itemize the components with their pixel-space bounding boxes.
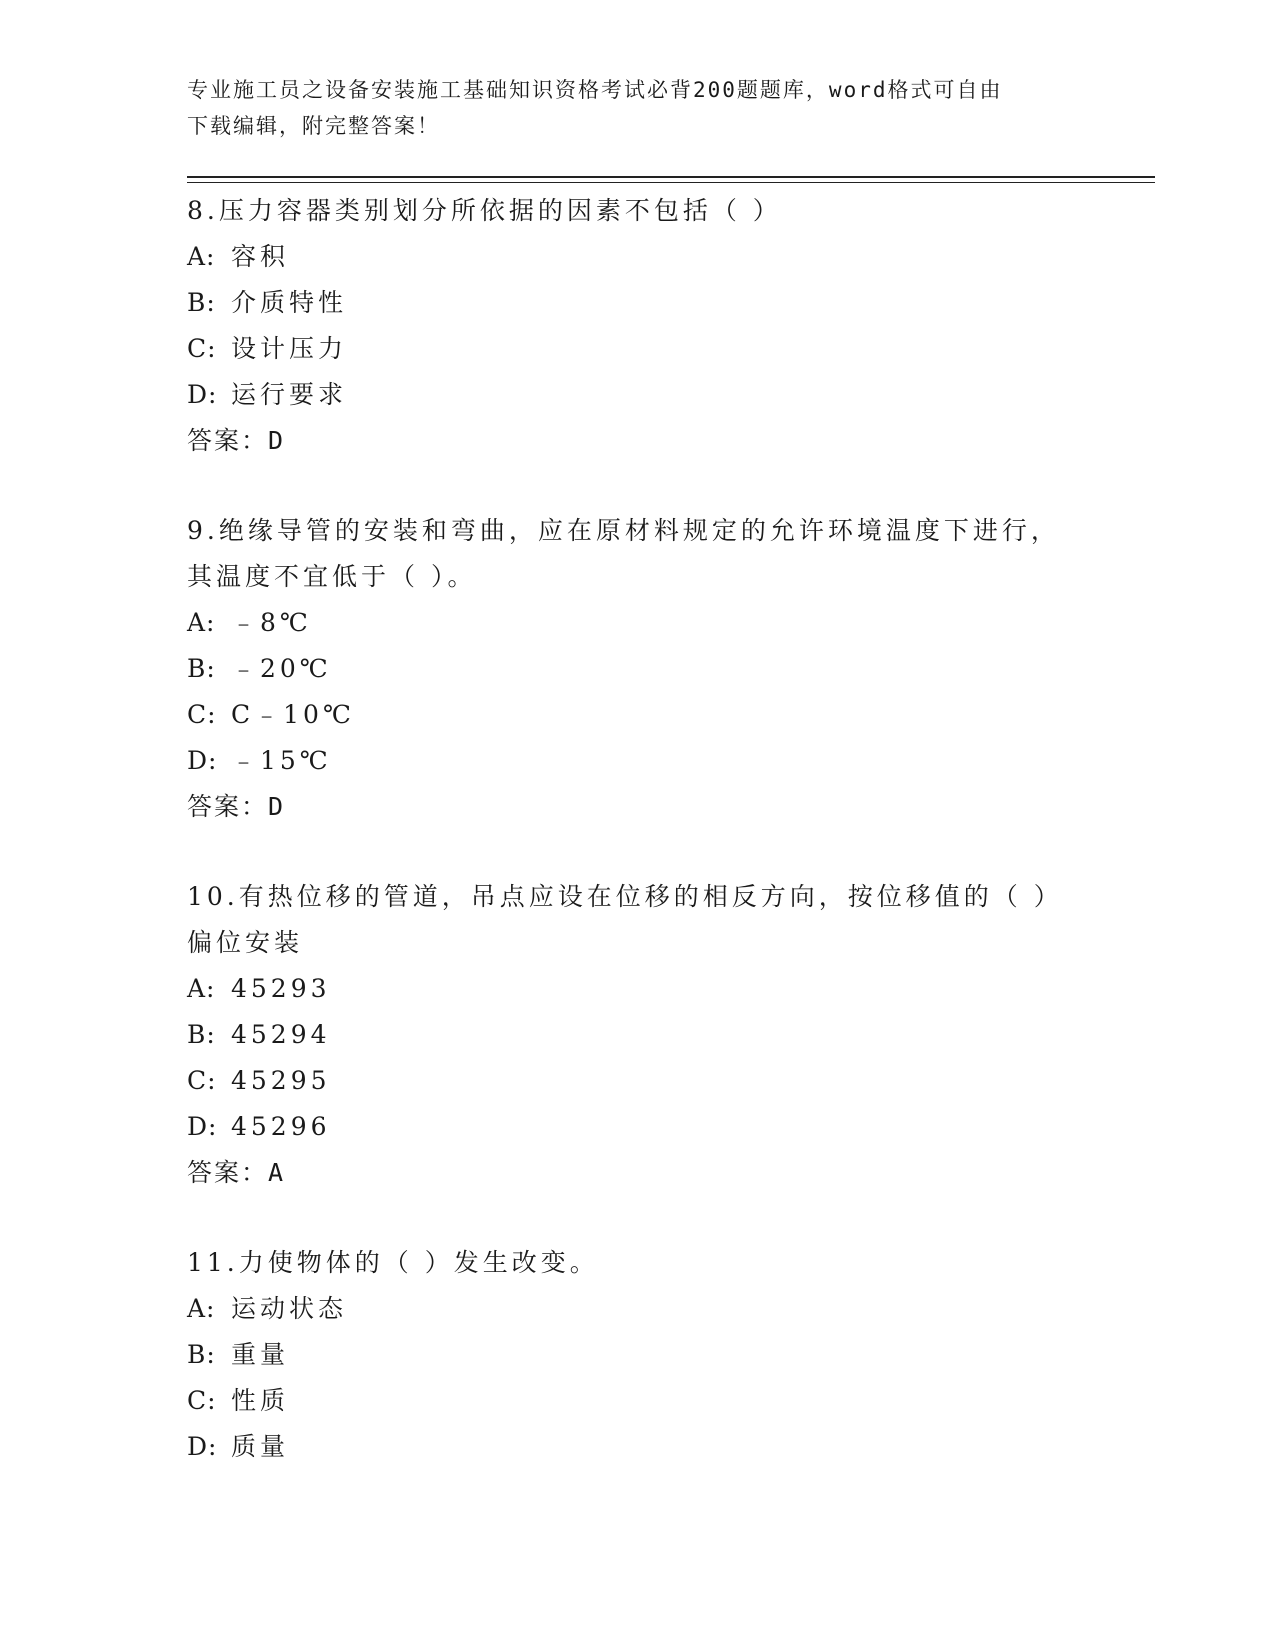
question-title: 10.有热位移的管道，吊点应设在位移的相反方向，按位移值的（ ）偏位安装 <box>187 882 1063 957</box>
option-d <box>187 738 1087 784</box>
option-a <box>187 966 1087 1012</box>
option-text: 45295 <box>231 1066 331 1095</box>
option-b <box>187 1012 1087 1058</box>
question-title: 8.压力容器类别划分所依据的因素不包括（ ） <box>187 196 782 225</box>
option-letter: C: <box>187 700 217 729</box>
question-item <box>187 1240 1087 1470</box>
document-header <box>187 72 1087 144</box>
answer-line: 答案：A <box>187 1158 286 1187</box>
option-text: 45294 <box>231 1020 331 1049</box>
header-line-1: 专业施工员之设备安装施工基础知识资格考试必背200题题库，word格式可自由 <box>187 78 1003 102</box>
option-text: 设计压力 <box>231 334 348 363</box>
question-list <box>187 188 1087 1470</box>
option-letter: A: <box>187 1294 216 1323</box>
option-c <box>187 692 1087 738</box>
option-text: ﹣15℃ <box>231 746 332 775</box>
option-d <box>187 1104 1087 1150</box>
question-spacer <box>187 464 1087 508</box>
option-letter: C: <box>187 1066 217 1095</box>
option-text: 质量 <box>231 1432 290 1461</box>
option-text: 45296 <box>231 1112 331 1141</box>
option-c <box>187 1058 1087 1104</box>
option-text: 运行要求 <box>231 380 348 409</box>
option-letter: B: <box>187 1340 216 1369</box>
option-text: C﹣10℃ <box>231 700 355 729</box>
option-letter: D: <box>187 380 218 409</box>
option-text: 重量 <box>231 1340 290 1369</box>
option-text: ﹣20℃ <box>231 654 332 683</box>
header-divider-thin <box>187 182 1155 183</box>
option-a <box>187 1286 1087 1332</box>
question-title: 9.绝缘导管的安装和弯曲，应在原材料规定的允许环境温度下进行，其温度不宜低于（ ）。 <box>187 516 1060 591</box>
option-a <box>187 600 1087 646</box>
answer-line: 答案：D <box>187 792 286 821</box>
option-letter: D: <box>187 746 218 775</box>
option-letter: A: <box>187 974 216 1003</box>
option-a <box>187 234 1087 280</box>
option-text: 运动状态 <box>231 1294 348 1323</box>
option-b <box>187 646 1087 692</box>
option-text: 介质特性 <box>231 288 348 317</box>
option-c <box>187 326 1087 372</box>
option-d <box>187 1424 1087 1470</box>
option-b <box>187 280 1087 326</box>
option-d <box>187 372 1087 418</box>
option-text: 45293 <box>231 974 331 1003</box>
answer-line: 答案：D <box>187 426 286 455</box>
option-text: 容积 <box>231 242 290 271</box>
option-letter: B: <box>187 654 216 683</box>
option-letter: B: <box>187 1020 216 1049</box>
option-letter: C: <box>187 1386 217 1415</box>
option-c <box>187 1378 1087 1424</box>
header-line-2: 下载编辑，附完整答案！ <box>187 114 440 138</box>
option-letter: A: <box>187 242 216 271</box>
option-letter: C: <box>187 334 217 363</box>
option-letter: D: <box>187 1432 218 1461</box>
question-item <box>187 508 1087 830</box>
option-letter: B: <box>187 288 216 317</box>
question-item <box>187 188 1087 464</box>
option-letter: D: <box>187 1112 218 1141</box>
option-text: 性质 <box>231 1386 290 1415</box>
question-title: 11.力使物体的（ ）发生改变。 <box>187 1248 599 1277</box>
question-spacer <box>187 1196 1087 1240</box>
option-b <box>187 1332 1087 1378</box>
option-letter: A: <box>187 608 216 637</box>
header-divider <box>187 176 1155 178</box>
option-text: ﹣8℃ <box>231 608 312 637</box>
question-item <box>187 874 1087 1196</box>
question-spacer <box>187 830 1087 874</box>
